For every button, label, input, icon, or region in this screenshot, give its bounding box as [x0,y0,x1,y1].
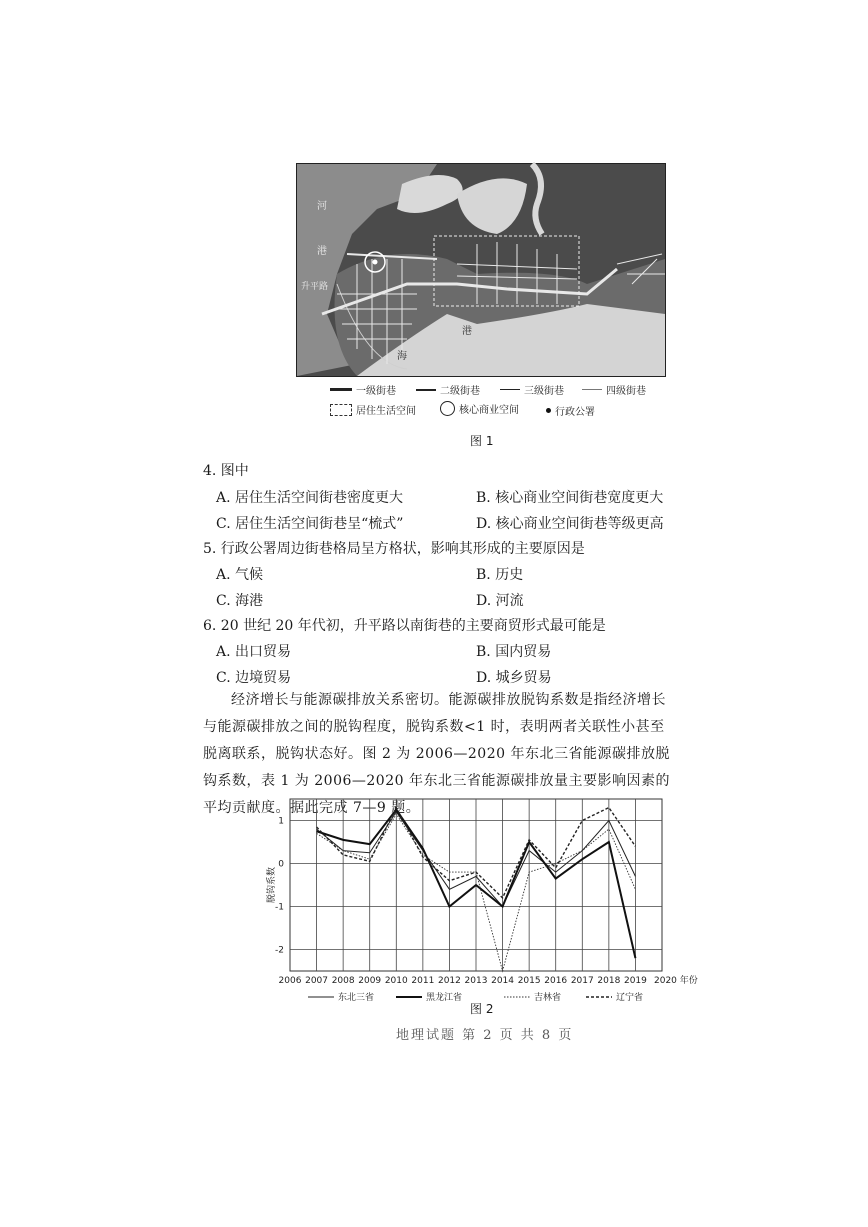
y-axis-label: 脱钩系数 [267,866,277,904]
x-tick-label: 2020 年份 [654,976,698,986]
x-tick-label: 2018 [597,976,621,986]
legend-residential-label: 居住生活空间 [356,406,416,417]
figure1-caption: 图 1 [470,434,494,448]
legend-street3-label: 三级街巷 [524,386,564,397]
legend-label-3: 吉林省 [534,993,562,1003]
y-tick-label: -1 [275,902,284,913]
legend-commercial [440,401,519,416]
map-label-shengping-road: 升平路 [301,282,329,292]
question-4-option-c: C. 居住生活空间街巷呈“梳式” [216,516,404,532]
legend-line-thick [330,388,352,391]
question-6-option-a: A. 出口贸易 [216,644,292,660]
legend-line-medium [416,389,436,391]
map-label-river: 河 [317,201,327,212]
question-4-option-a: A. 居住生活空间街巷密度更大 [216,490,404,506]
page-footer: 地理试题 第 2 页 共 8 页 [396,1028,574,1043]
map-label-sea: 海 [397,351,407,362]
legend-label-4: 辽宁省 [616,993,644,1003]
reading-passage: 经济增长与能源碳排放关系密切。能源碳排放脱钩系数是指经济增长与能源碳排放之间的脱钩程度，脱钩系数<1 时，表明两者关联性小甚至脱离联系，脱钩状态好。图 2 为 2006—2020 年东北三省能源碳排放脱钩系数，表 1 为 2006—2020 年东北三省能源碳排放量主要影响因素的平均贡献度。据此完成 7—9 题。 [203,692,670,816]
question-6-option-d: D. 城乡贸易 [476,670,552,686]
street-map-figure [296,163,666,377]
figure2-caption: 图 2 [470,1002,494,1016]
x-tick-label: 2007 [305,976,329,986]
x-tick-label: 2009 [358,976,382,986]
x-tick-label: 2014 [491,976,515,986]
question-6-option-c: C. 边境贸易 [216,670,292,686]
legend-line-hairline [582,389,602,390]
legend-street4 [582,382,646,397]
legend-dashed-rect-icon [330,404,352,416]
x-tick-label: 2013 [464,976,488,986]
legend-label-1: 东北三省 [338,993,375,1003]
question-4-stem: 4. 图中 [203,463,249,479]
y-tick-label: 1 [278,816,284,827]
question-4-option-b: B. 核心商业空间街巷宽度更大 [476,490,664,506]
legend-street4-label: 四级街巷 [606,386,646,397]
x-tick-label: 2015 [517,976,541,986]
map-label-port-2: 港 [462,326,472,337]
legend-street2 [416,382,480,397]
x-tick-label: 2012 [437,976,461,986]
question-5-stem: 5. 行政公署周边街巷格局呈方格状，影响其形成的主要原因是 [203,541,585,557]
legend-circle-icon [440,401,455,416]
legend-office [546,403,595,418]
map-label-port: 港 [317,246,327,257]
legend-street1-label: 一级街巷 [356,386,396,397]
legend-residential [330,402,416,417]
decoupling-chart-svg [267,793,698,1013]
question-6-option-b: B. 国内贸易 [476,644,552,660]
legend-street2-label: 二级街巷 [440,386,480,397]
legend-street3 [500,382,564,397]
y-tick-label: -2 [275,945,284,956]
x-tick-label: 2016 [544,976,568,986]
x-tick-label: 2019 [623,976,647,986]
x-tick-label: 2010 [384,976,408,986]
map-legend [296,380,676,420]
x-tick-label: 2017 [570,976,594,986]
legend-line-thin [500,389,520,390]
y-tick-label: 0 [278,859,284,870]
question-5-option-d: D. 河流 [476,593,524,609]
question-5-option-c: C. 海港 [216,593,264,609]
x-tick-label: 2006 [278,976,302,986]
question-5-option-b: B. 历史 [476,567,524,583]
question-5-option-a: A. 气候 [216,567,264,583]
question-6-stem: 6. 20 世纪 20 年代初，升平路以南街巷的主要商贸形式最可能是 [203,618,606,634]
legend-label-2: 黑龙江省 [426,993,463,1003]
decoupling-chart [267,793,698,1013]
question-4-option-d: D. 核心商业空间街巷等级更高 [476,516,664,532]
legend-dot-icon [546,408,551,413]
x-tick-label: 2008 [331,976,355,986]
x-tick-label: 2011 [411,976,435,986]
street-map [297,164,665,376]
legend-commercial-label: 核心商业空间 [459,405,519,416]
legend-office-label: 行政公署 [555,407,595,418]
legend-street1 [330,382,396,397]
